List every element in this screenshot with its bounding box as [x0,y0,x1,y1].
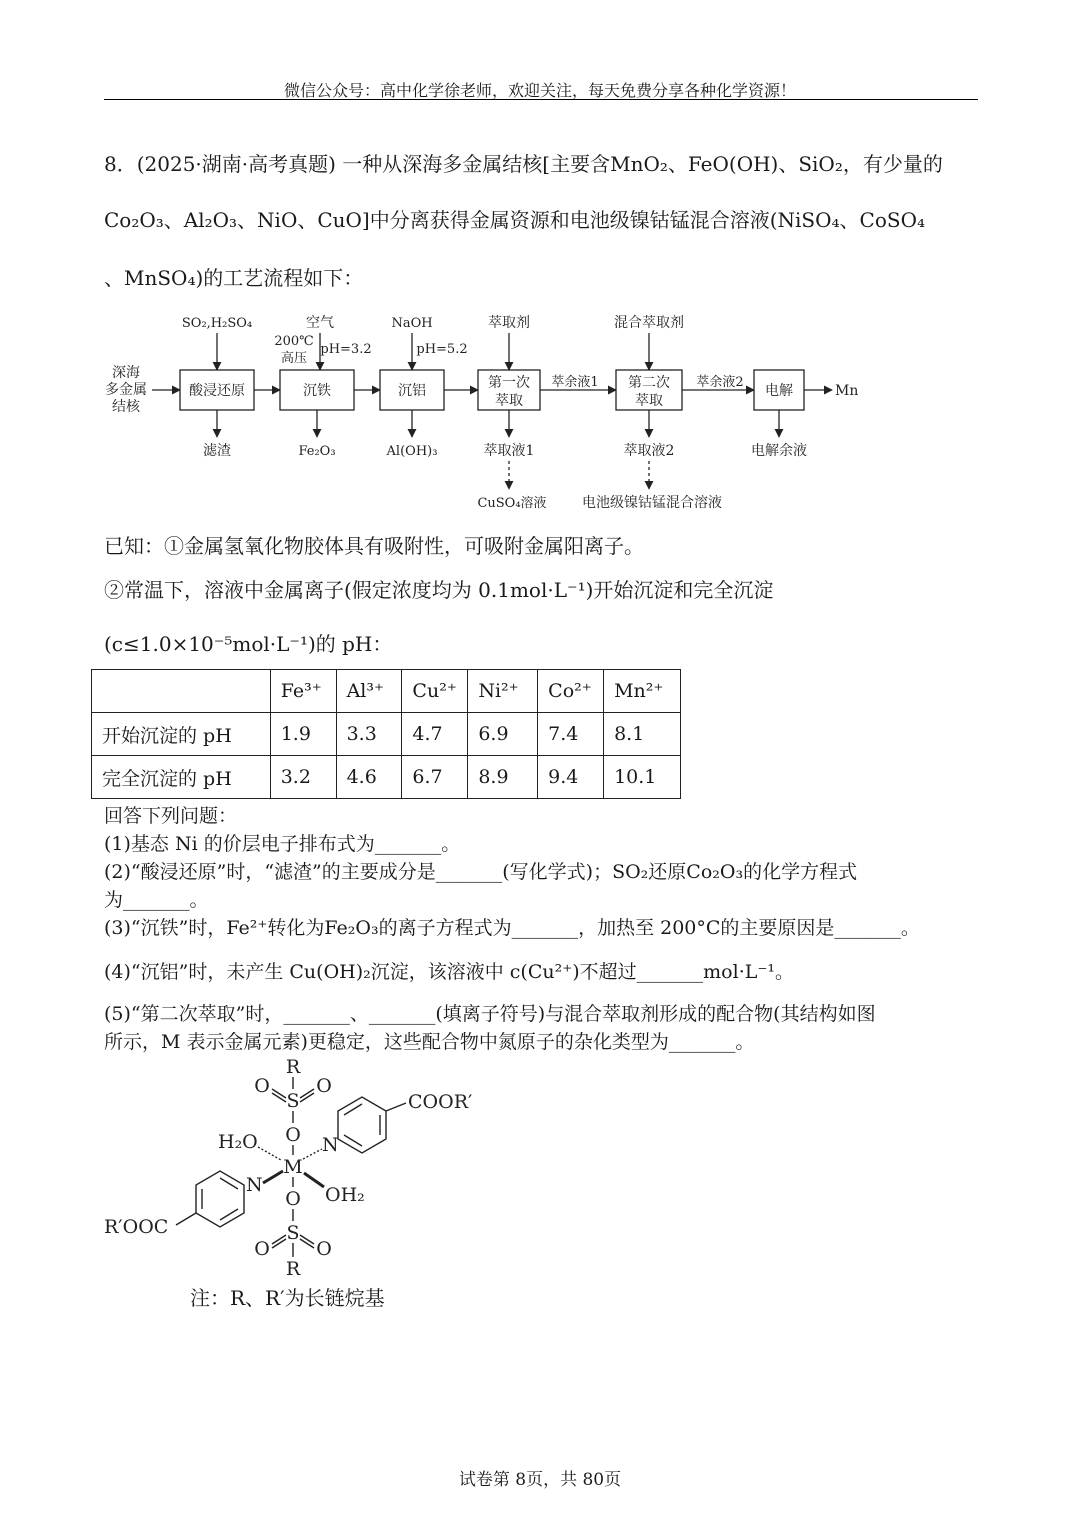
question-4: (4)“沉铝”时，未产生 Cu(OH)₂沉淀，该溶液中 c(Cu²⁺)不超过_______mol·L⁻¹。 [104,961,795,983]
table-ion-header: Co²⁺ [538,670,604,713]
header-divider [104,99,978,100]
struct-r-bottom: R [285,1258,301,1280]
product-residue: 滤渣 [203,443,231,459]
table-cell: 6.9 [468,713,538,756]
table-cell: 9.4 [538,756,604,799]
question-5-line-1: (5)“第二次萃取”时，_______、_______(填离子符号)与混合萃取剂形成的配合物(其结构如图 [104,1003,876,1025]
struct-water-left: H₂O [218,1131,258,1153]
raw-material-line-2: 多金属 [105,382,147,398]
table-cell: 7.4 [538,713,604,756]
struct-o-top-bridge: O [285,1124,301,1146]
box-electrolysis-label: 电解 [765,383,793,399]
table-ion-header: Cu²⁺ [402,670,468,713]
raw-material-line-3: 结核 [112,399,140,415]
table-cell: 4.7 [402,713,468,756]
struct-metal: M [283,1156,303,1178]
box-second-extraction-label-1: 第二次 [628,375,670,391]
struct-ester-left: R′OOC [104,1216,169,1238]
question-2-line-2: 为_______。 [104,889,209,911]
box-aluminum-precipitation-label: 沉铝 [398,383,426,399]
table-row-label: 开始沉淀的 pH [92,713,271,756]
table-ion-header: Mn²⁺ [604,670,681,713]
question-2-line-1: (2)“酸浸还原”时，“滤渣”的主要成分是_______(写化学式)；SO₂还原Co₂O₃的化学方程式 [104,861,858,883]
product-electrolysis-residue: 电解余液 [751,443,807,459]
box-iron-precipitation-label: 沉铁 [303,383,331,399]
ph-table [91,669,681,799]
known-condition-1: 已知：①金属氢氧化物胶体具有吸附性，可吸附金属阳离子。 [104,534,644,558]
table-corner-cell [92,670,271,713]
struct-s-bottom: S [286,1222,300,1244]
condition-temperature: 200℃ [274,334,314,349]
product-battery-solution: 电池级镍钴锰混合溶液 [582,495,722,511]
question-stem-line-3: 、MnSO₄)的工艺流程如下： [104,266,364,290]
table-ion-header: Ni²⁺ [468,670,538,713]
question-stem-line-2: Co₂O₃、Al₂O₃、NiO、CuO]中分离获得金属资源和电池级镍钴锰混合溶液(NiSO₄、CoSO₄ [104,208,925,232]
struct-n-left: N [246,1174,263,1196]
table-ion-header: Al³⁺ [336,670,402,713]
question-3: (3)“沉铁”时，Fe²⁺转化为Fe₂O₃的离子方程式为_______，加热至 200°C的主要原因是_______。 [104,917,920,939]
product-aloh3: Al(OH)₃ [386,444,438,459]
table-header-row [92,670,681,713]
reagent-naoh: NaOH [391,316,433,331]
questions-intro: 回答下列问题： [104,805,238,827]
condition-ph-5-2: pH=5.2 [416,342,468,357]
table-cell: 8.9 [468,756,538,799]
process-flowchart [100,305,880,520]
known-condition-2: ②常温下，溶液中金属离子(假定浓度均为 0.1mol·L⁻¹)开始沉淀和完全沉淀 [104,578,774,602]
condition-ph-3-2: pH=3.2 [320,342,372,357]
box-second-extraction-label-2: 萃取 [635,393,663,409]
struct-n-right: N [322,1134,339,1156]
complex-structure-diagram [100,1053,520,1283]
reagent-air: 空气 [306,315,334,331]
raw-material-line-1: 深海 [112,365,140,381]
struct-ester-right: COOR′ [408,1091,473,1113]
table-cell: 8.1 [604,713,681,756]
table-cell: 3.3 [336,713,402,756]
struct-s-top: S [286,1090,300,1112]
table-cell: 3.2 [270,756,336,799]
product-fe2o3: Fe₂O₃ [298,444,336,459]
condition-high-pressure: 高压 [280,351,308,366]
box-acid-leach-label: 酸浸还原 [189,383,245,399]
product-extract-1: 萃取液1 [483,443,535,459]
table-row [92,713,681,756]
question-5-line-2: 所示，M 表示金属元素)更稳定，这些配合物中氮原子的杂化类型为_______。 [104,1031,755,1053]
struct-o-bottom-bridge: O [285,1188,301,1210]
product-cuso4-solution: CuSO₄溶液 [477,496,547,511]
question-stem-line-1: 8．(2025·湖南·高考真题) 一种从深海多金属结核[主要含MnO₂、FeO(OH)、SiO₂，有少量的 [104,152,943,176]
reagent-extractant: 萃取剂 [488,315,530,331]
page-header: 微信公众号：高中化学徐老师，欢迎关注，每天免费分享各种化学资源！ [283,81,796,100]
label-raffinate-2: 萃余液2 [696,375,744,390]
struct-o-bottom-right: O [316,1238,332,1260]
table-cell: 6.7 [402,756,468,799]
struct-o-top-left: O [254,1075,270,1097]
struct-o-bottom-left: O [254,1238,270,1260]
struct-water-right: OH₂ [325,1184,365,1206]
reagent-so2-h2so4: SO₂,H₂SO₄ [181,316,253,331]
table-row [92,756,681,799]
box-first-extraction-label-2: 萃取 [495,393,523,409]
question-1: (1)基态 Ni 的价层电子排布式为_______。 [104,833,461,855]
label-raffinate-1: 萃余液1 [551,375,599,390]
box-first-extraction-label-1: 第一次 [488,375,530,391]
struct-r-top: R [285,1056,301,1078]
table-row-label: 完全沉淀的 pH [92,756,271,799]
reagent-mixed-extractant: 混合萃取剂 [614,315,684,331]
known-condition-3: (c≤1.0×10⁻⁵mol·L⁻¹)的 pH： [104,632,393,656]
table-cell: 4.6 [336,756,402,799]
table-ion-header: Fe³⁺ [270,670,336,713]
product-mn: Mn [835,383,859,399]
struct-o-top-right: O [316,1075,332,1097]
page-footer: 试卷第 8页，共 80页 [458,1470,622,1490]
structure-note: 注：R、R′为长链烷基 [190,1286,385,1310]
table-cell: 1.9 [270,713,336,756]
product-extract-2: 萃取液2 [623,443,675,459]
table-cell: 10.1 [604,756,681,799]
